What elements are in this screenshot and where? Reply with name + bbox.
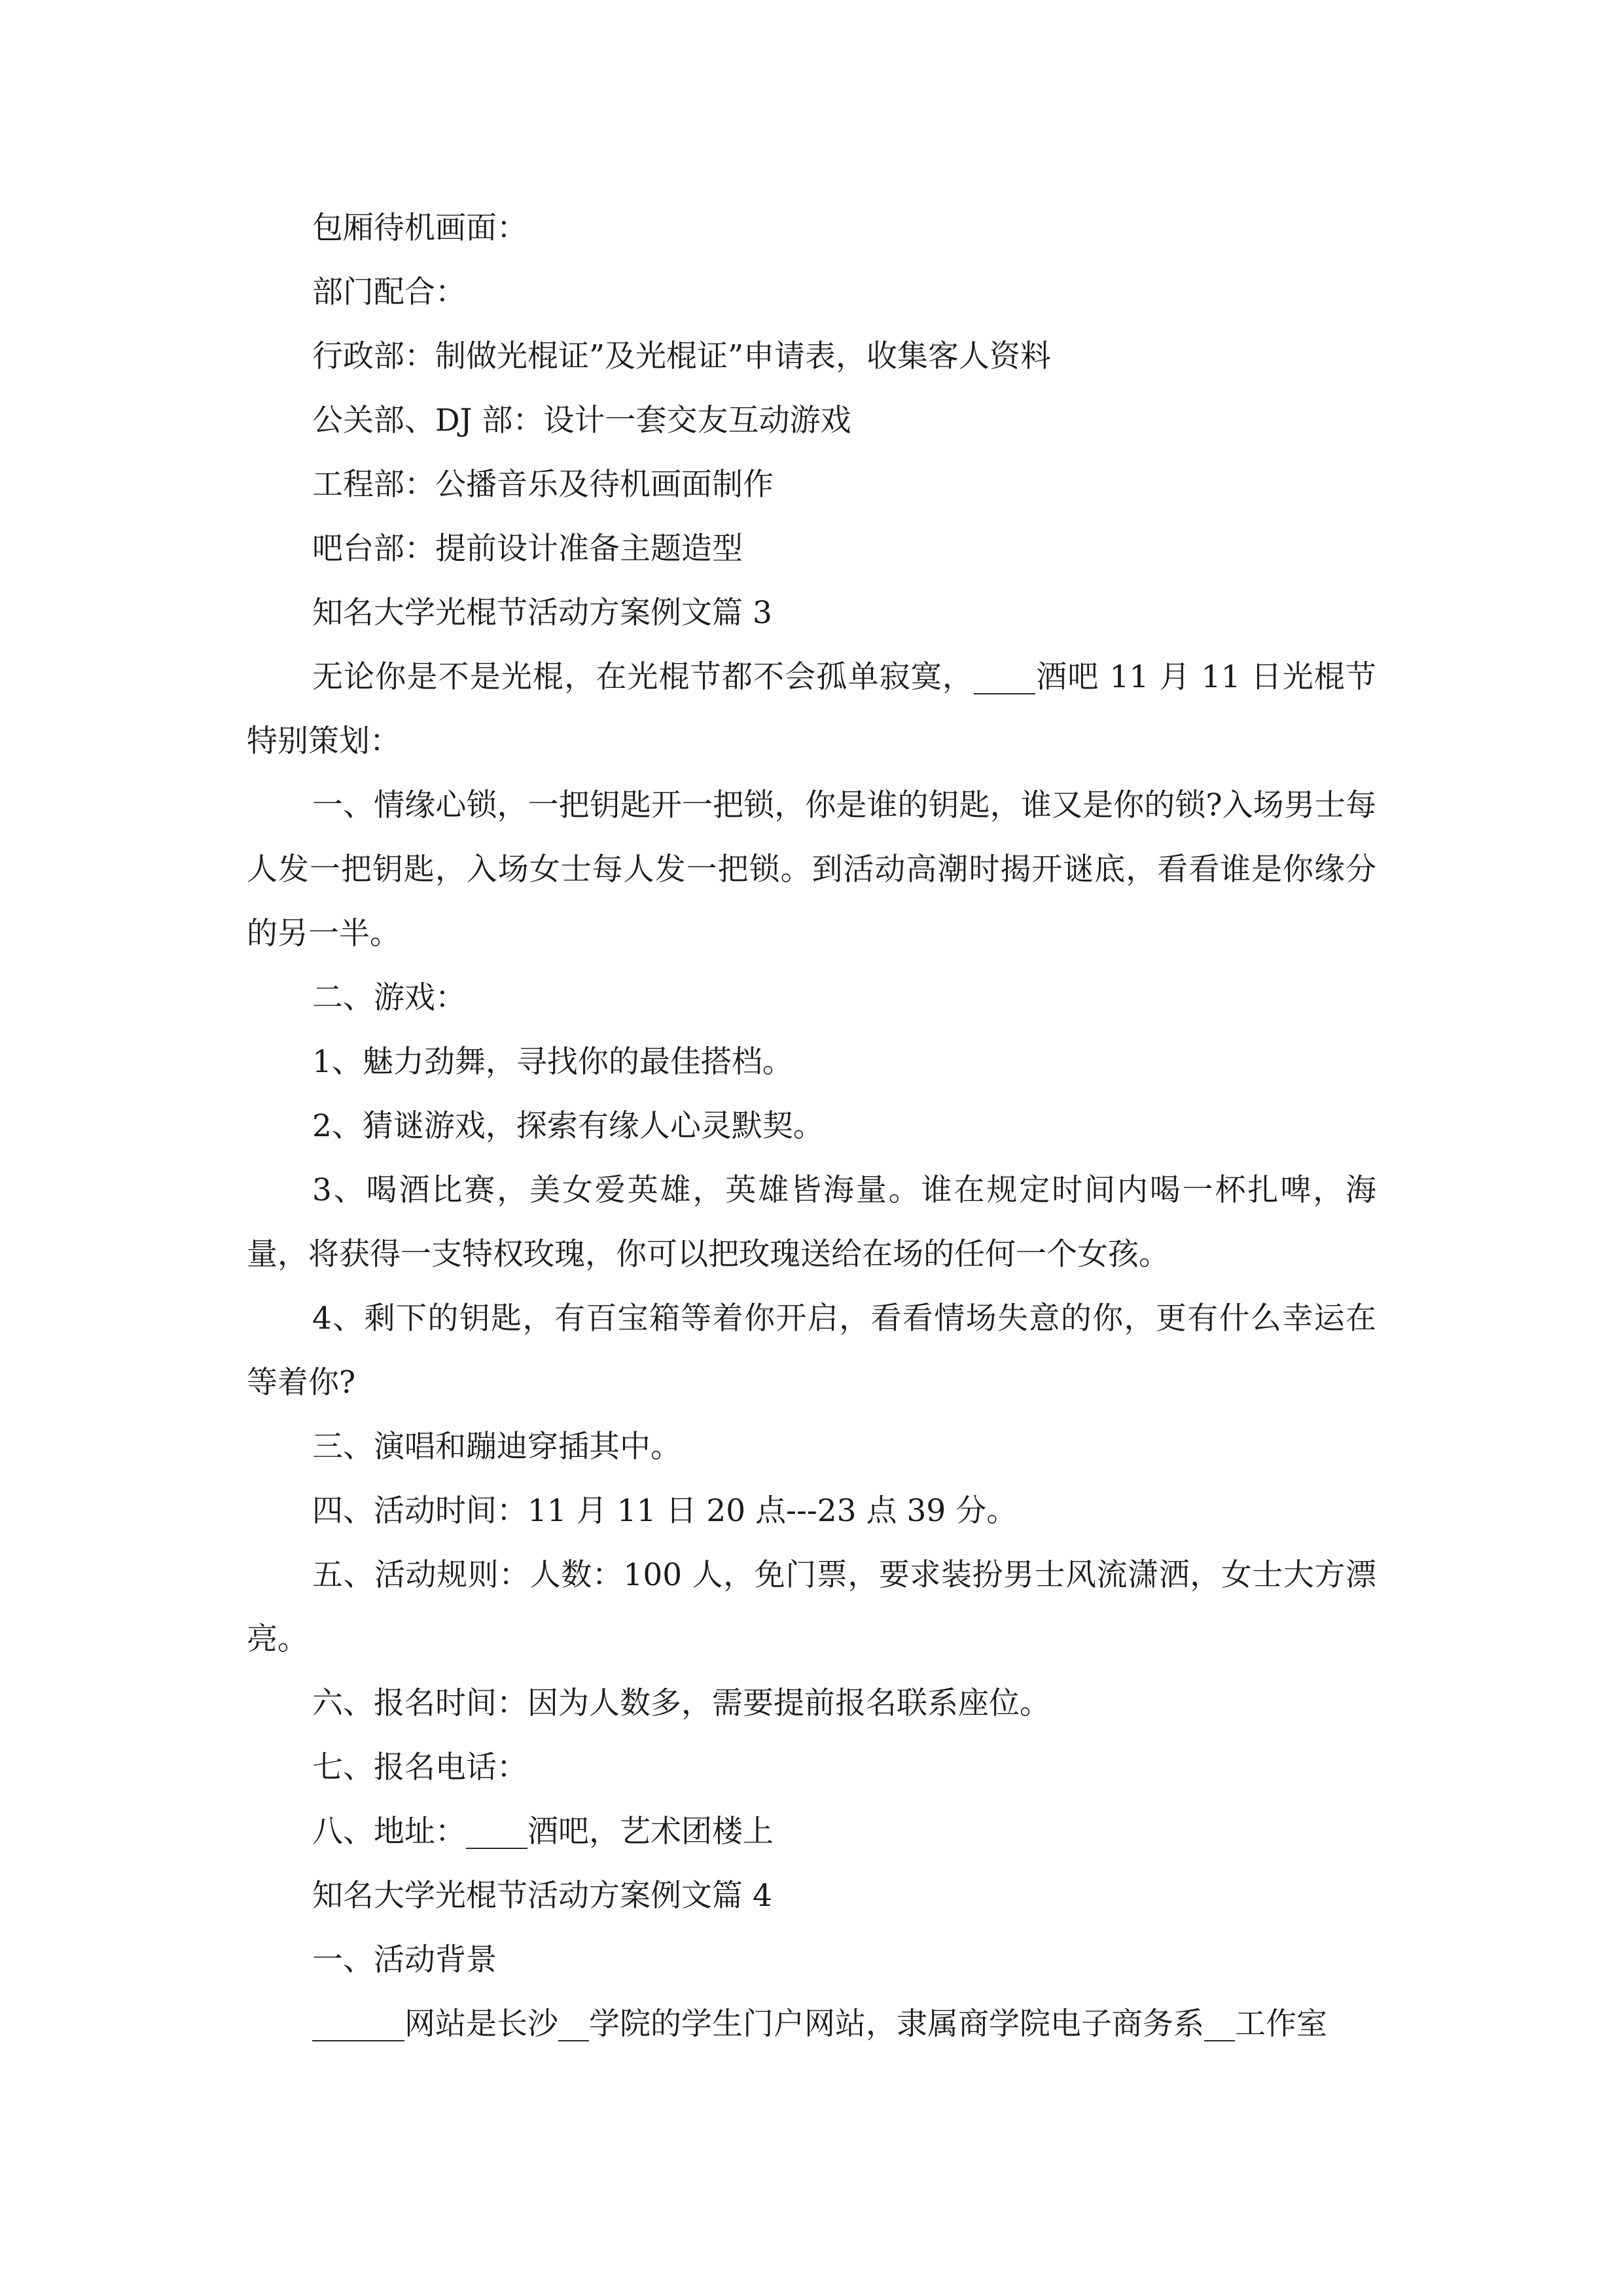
document-body bbox=[247, 196, 1376, 2056]
paragraph: 公关部、DJ 部：设计一套交友互动游戏 bbox=[312, 403, 851, 439]
paragraph: 三、演唱和蹦迪穿插其中。 bbox=[312, 1429, 681, 1465]
section-heading: 知名大学光棍节活动方案例文篇 3 bbox=[312, 595, 772, 631]
paragraph: 六、报名时间：因为人数多，需要提前报名联系座位。 bbox=[312, 1685, 1050, 1721]
paragraph: 无论你是不是光棍，在光棍节都不会孤单寂寞，____酒吧 11 月 11 日光棍节特别策划： bbox=[247, 659, 1376, 759]
list-item: 4、剩下的钥匙，有百宝箱等着你开启，看看情场失意的你，更有什么幸运在等着你? bbox=[247, 1300, 1376, 1401]
paragraph: 部门配合： bbox=[312, 274, 466, 310]
list-item: 1、魅力劲舞，寻找你的最佳搭档。 bbox=[312, 1044, 793, 1080]
paragraph: 一、情缘心锁，一把钥匙开一把锁，你是谁的钥匙，谁又是你的锁?入场男士每人发一把钥匙，入场女士每人发一把锁。到活动高潮时揭开谜底，看看谁是你缘分的另一半。 bbox=[247, 787, 1376, 952]
paragraph: 工程部：公播音乐及待机画面制作 bbox=[312, 467, 774, 503]
paragraph: 一、活动背景 bbox=[312, 1942, 497, 1978]
paragraph: 五、活动规则：人数：100 人，免门票，要求装扮男士风流潇洒，女士大方漂亮。 bbox=[247, 1557, 1376, 1657]
paragraph: 四、活动时间：11 月 11 日 20 点---23 点 39 分。 bbox=[312, 1493, 1018, 1529]
paragraph: 二、游戏： bbox=[312, 980, 466, 1016]
list-item: 3、喝酒比赛，美女爱英雄，英雄皆海量。谁在规定时间内喝一杯扎啤，海量，将获得一支特权玫瑰，你可以把玫瑰送给在场的任何一个女孩。 bbox=[247, 1172, 1376, 1272]
paragraph: ______网站是长沙__学院的学生门户网站，隶属商学院电子商务系__工作室 bbox=[312, 2006, 1327, 2042]
section-heading: 知名大学光棍节活动方案例文篇 4 bbox=[312, 1878, 772, 1914]
paragraph: 包厢待机画面： bbox=[312, 210, 527, 246]
paragraph: 行政部：制做光棍证”及光棍证”申请表，收集客人资料 bbox=[312, 338, 1052, 374]
paragraph: 七、报名电话： bbox=[312, 1749, 527, 1785]
list-item: 2、猜谜游戏，探索有缘人心灵默契。 bbox=[312, 1108, 824, 1144]
paragraph: 八、地址：____酒吧，艺术团楼上 bbox=[312, 1814, 774, 1850]
paragraph: 吧台部：提前设计准备主题造型 bbox=[312, 531, 743, 567]
